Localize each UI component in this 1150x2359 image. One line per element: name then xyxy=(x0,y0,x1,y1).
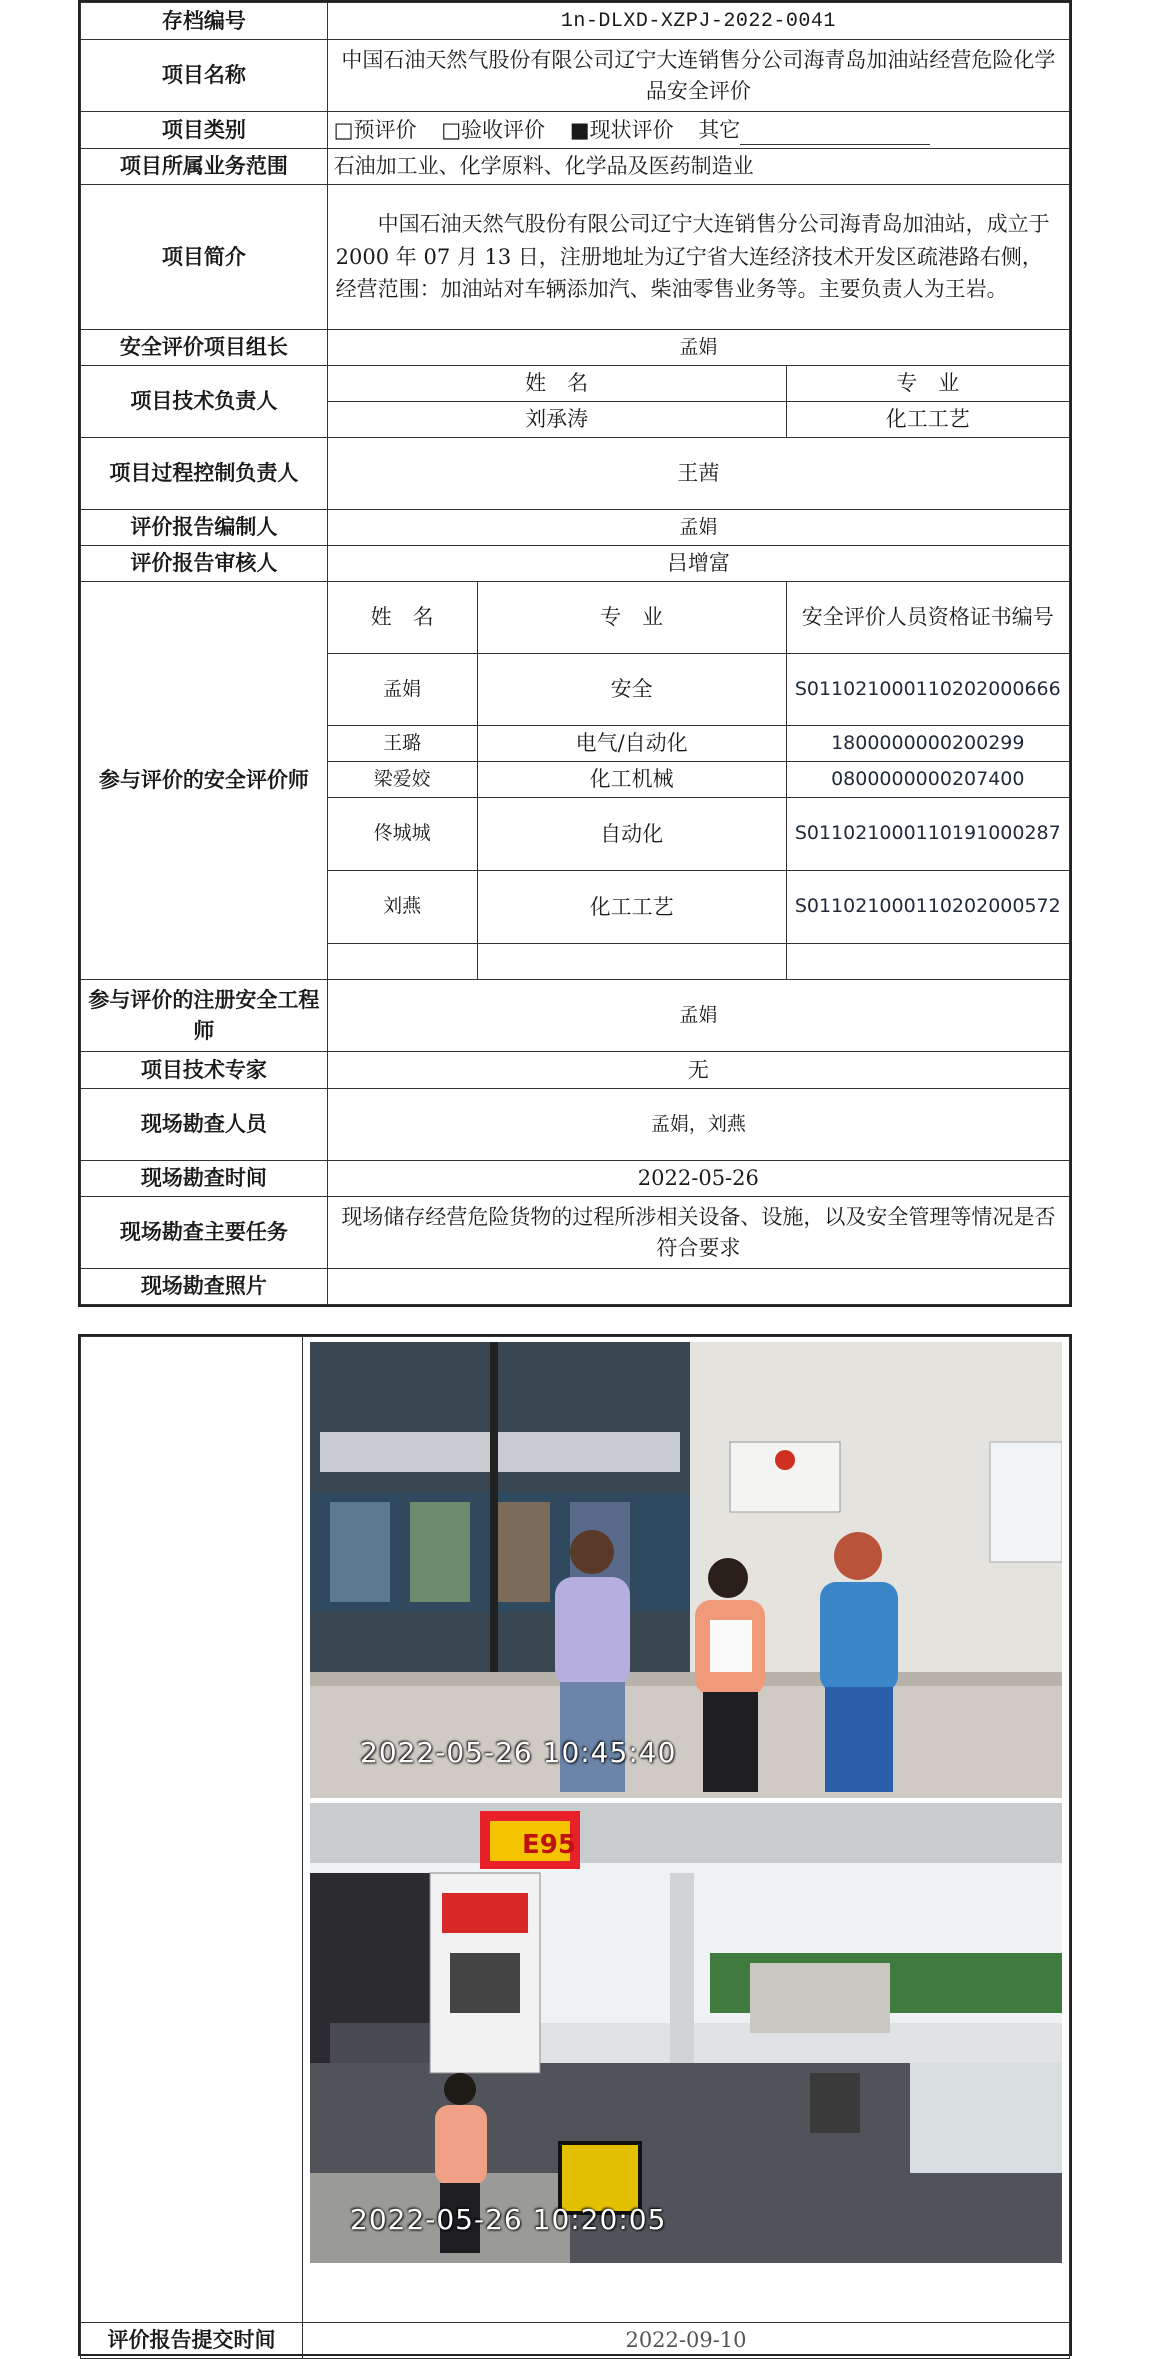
assessor-name: 佟城城 xyxy=(327,798,477,871)
project-name-value: 中国石油天然气股份有限公司辽宁大连销售分公司海青岛加油站经营危险化学品安全评价 xyxy=(327,40,1069,112)
category-option-accept: □验收评价 xyxy=(441,117,546,142)
project-name-label: 项目名称 xyxy=(81,40,328,112)
engineer-label: 参与评价的注册安全工程师 xyxy=(81,980,328,1052)
category-label: 项目类别 xyxy=(81,112,328,149)
compiler-value: 孟娟 xyxy=(327,510,1069,546)
intro-label: 项目简介 xyxy=(81,185,328,330)
assessor-cert: 1800000000200299 xyxy=(786,726,1069,762)
assessor-cert: S011021000110191000287 xyxy=(786,798,1069,871)
expert-label: 项目技术专家 xyxy=(81,1052,328,1089)
photo-2-illustration xyxy=(310,1803,1062,2263)
survey-task-value: 现场储存经营危险货物的过程所涉相关设备、设施，以及安全管理等情况是否符合要求 xyxy=(327,1197,1069,1269)
photo-1-illustration xyxy=(310,1342,1062,1798)
assessor-cert: 0800000000207400 xyxy=(786,762,1069,798)
submit-time-label: 评价报告提交时间 xyxy=(81,2323,303,2359)
tech-lead-name: 刘承涛 xyxy=(327,402,786,438)
business-scope-label: 项目所属业务范围 xyxy=(81,149,328,185)
process-lead-value: 王茜 xyxy=(327,438,1069,510)
photo-2-timestamp: 2022-05-26 10:20:05 xyxy=(350,2203,667,2236)
assessor-cert: S011021000110202000572 xyxy=(786,871,1069,944)
compiler-label: 评价报告编制人 xyxy=(81,510,328,546)
team-leader-value: 孟娟 xyxy=(327,330,1069,366)
assessor-name: 刘燕 xyxy=(327,871,477,944)
reviewer-value: 吕增富 xyxy=(327,546,1069,582)
tech-lead-label: 项目技术负责人 xyxy=(81,366,328,438)
assessor-major: 自动化 xyxy=(477,798,786,871)
survey-time-label: 现场勘查时间 xyxy=(81,1161,328,1197)
archive-no-value: 1n-DLXD-XZPJ-2022-0041 xyxy=(327,3,1069,40)
photo-1-timestamp: 2022-05-26 10:45:40 xyxy=(360,1736,677,1769)
other-underline xyxy=(740,124,930,145)
expert-value: 无 xyxy=(327,1052,1069,1089)
assessor-name: 梁爱姣 xyxy=(327,762,477,798)
assessor-major: 化工机械 xyxy=(477,762,786,798)
category-options xyxy=(327,112,1069,149)
submit-time-value: 2022-09-10 xyxy=(303,2323,1070,2359)
survey-photo-label: 现场勘查照片 xyxy=(81,1269,328,1305)
reviewer-label: 评价报告审核人 xyxy=(81,546,328,582)
price-sign-text xyxy=(522,1830,576,1860)
assessors-header-major: 专 业 xyxy=(477,582,786,654)
assessor-cert xyxy=(786,944,1069,980)
survey-people-value: 孟娟，刘燕 xyxy=(327,1089,1069,1161)
survey-time-value: 2022-05-26 xyxy=(327,1161,1069,1197)
assessor-major xyxy=(477,944,786,980)
price-sign-grade: 95 xyxy=(539,1830,576,1860)
team-leader-label: 安全评价项目组长 xyxy=(81,330,328,366)
survey-people-label: 现场勘查人员 xyxy=(81,1089,328,1161)
assessor-major: 安全 xyxy=(477,654,786,726)
form-table-top xyxy=(78,0,1072,1307)
assessor-name xyxy=(327,944,477,980)
assessors-header-cert: 安全评价人员资格证书编号 xyxy=(786,582,1069,654)
price-sign-prefix: E xyxy=(522,1830,540,1860)
tech-lead-col-major: 专 业 xyxy=(786,366,1069,402)
archive-no-label: 存档编号 xyxy=(81,3,328,40)
assessor-name: 孟娟 xyxy=(327,654,477,726)
site-photo-1 xyxy=(310,1342,1062,1798)
assessor-major: 电气/自动化 xyxy=(477,726,786,762)
assessors-header-name: 姓 名 xyxy=(327,582,477,654)
assessor-name: 王璐 xyxy=(327,726,477,762)
assessor-cert: S011021000110202000666 xyxy=(786,654,1069,726)
survey-photo-value xyxy=(327,1269,1069,1305)
survey-task-label: 现场勘查主要任务 xyxy=(81,1197,328,1269)
business-scope-value: 石油加工业、化学原料、化学品及医药制造业 xyxy=(327,149,1069,185)
tech-lead-col-name: 姓 名 xyxy=(327,366,786,402)
engineer-value: 孟娟 xyxy=(327,980,1069,1052)
tech-lead-major: 化工工艺 xyxy=(786,402,1069,438)
assessor-major: 化工工艺 xyxy=(477,871,786,944)
site-photo-2 xyxy=(310,1803,1062,2263)
category-option-other: 其它 xyxy=(698,117,741,142)
assessors-label: 参与评价的安全评价师 xyxy=(81,582,328,980)
category-option-current: ■现状评价 xyxy=(569,117,674,142)
photo-label-cell xyxy=(81,1337,303,2323)
category-option-pre: □预评价 xyxy=(333,117,417,142)
intro-value: 中国石油天然气股份有限公司辽宁大连销售分公司海青岛加油站，成立于 2000 年 07 月 13 日，注册地址为辽宁省大连经济技术开发区疏港路右侧，经营范围：加油站对车辆添加汽、柴油零售业务等。主要负责人为王岩。 xyxy=(327,185,1069,330)
process-lead-label: 项目过程控制负责人 xyxy=(81,438,328,510)
